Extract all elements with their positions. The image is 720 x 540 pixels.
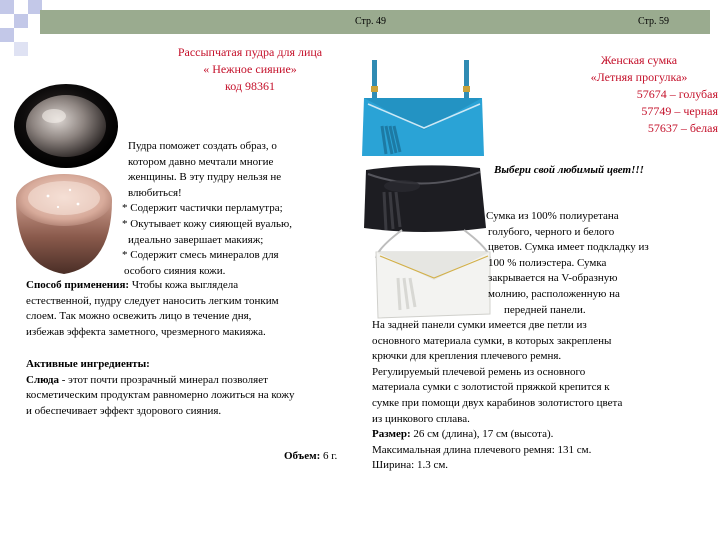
product-title <box>130 44 370 95</box>
usage-label: Способ применения: <box>26 279 130 291</box>
decor-square <box>14 42 28 56</box>
desc-line: передней панели. <box>504 303 586 316</box>
feature-line: * Содержит смесь минералов для <box>122 249 279 262</box>
size-label: Размер: <box>372 428 411 441</box>
left-page-label: Стр. 49 <box>355 16 387 27</box>
color-slogan: Выбери свой любимый цвет!!! <box>494 164 644 176</box>
product-intro <box>116 139 356 279</box>
intro-line: котором давно мечтали многие <box>128 155 274 168</box>
size-value: 26 см (длина), 17 см (высота). <box>410 428 554 441</box>
strap-width: Ширина: 1.3 см. <box>372 459 449 472</box>
mica-text: и обеспечивает эффект здорового сияния. <box>26 404 222 417</box>
desc-line: закрывается на V-образную <box>488 272 618 285</box>
bag-code: 57674 – голубая <box>636 87 718 101</box>
mica-label: Слюда <box>26 373 59 386</box>
intro-line: Пудра поможет создать образ, о <box>128 140 277 152</box>
detail-line: На задней панели сумки имеется две петли из <box>372 319 587 331</box>
powder-compact-image <box>8 78 120 300</box>
intro-line: женщины. В эту пудру нельзя не <box>128 171 282 184</box>
feature-line: особого сияния кожи. <box>124 264 226 277</box>
title-line: Женская сумка <box>600 53 678 67</box>
bag-code: 57749 – черная <box>641 104 718 118</box>
bag-details <box>372 318 716 474</box>
desc-line: 100 % полиэстера. Сумка <box>488 256 607 269</box>
bag-codes <box>560 86 718 137</box>
title-line: Рассыпчатая пудра для лица <box>177 45 323 59</box>
detail-line: из цинкового сплава. <box>372 412 470 425</box>
volume-value: 6 г. <box>320 450 338 462</box>
usage-text: естественной, пудру следует наносить легким тонким <box>26 294 279 307</box>
title-line: код 98361 <box>225 79 275 93</box>
detail-line: сумке при помощи двух карабинов золотистого цвета <box>372 396 623 409</box>
mica-text: косметическим продуктам равномерно ложиться на кожу <box>26 389 295 402</box>
intro-line: влюбиться! <box>128 186 182 199</box>
feature-line: идеально завершает макияж; <box>128 233 264 246</box>
usage-text: избежав эффекта заметного, чрезмерного макияжа. <box>26 325 266 338</box>
detail-line: крючки для крепления плечевого ремня. <box>372 350 562 363</box>
title-line: « Нежное сияние» <box>203 62 297 76</box>
bag-title <box>560 52 718 86</box>
feature-line: * Окутывает кожу сияющей вуалью, <box>122 217 292 230</box>
right-page-label: Стр. 59 <box>638 16 670 27</box>
blue-bag-image <box>362 58 492 162</box>
detail-line: материала сумки с золотистой пряжкой крепится к <box>372 381 610 394</box>
ingredients-section <box>26 357 356 419</box>
mica-text: - этот почти прозрачный минерал позволяет <box>58 373 268 386</box>
title-line: «Летняя прогулка» <box>590 70 688 84</box>
bag-description <box>484 209 716 318</box>
usage-section <box>26 278 356 340</box>
black-bag-image <box>362 164 492 236</box>
bag-code: 57637 – белая <box>647 121 718 135</box>
active-ingredients-label: Активные ингредиенты: <box>26 358 150 370</box>
decor-square <box>14 14 28 28</box>
decor-square <box>0 28 14 42</box>
detail-line: Регулируемый плечевой ремень из основного <box>372 365 586 378</box>
white-bag-image <box>372 228 494 324</box>
max-length: Максимальная длина плечевого ремня: 131 см. <box>372 443 592 456</box>
desc-line: молнию, расположенную на <box>488 287 620 300</box>
feature-line: * Содержит частички перламутра; <box>122 202 283 215</box>
desc-line: голубого, черного и белого <box>488 225 615 238</box>
usage-text: слоем. Так можно освежить лицо в течение дня, <box>26 310 252 323</box>
desc-line: цветов. Сумка имеет подкладку из <box>488 241 649 254</box>
detail-line: основного материала сумки, в которых закреплены <box>372 334 612 347</box>
desc-line: Сумка из 100% полиуретана <box>486 210 619 222</box>
volume <box>284 449 337 465</box>
volume-label: Объем: <box>284 450 321 462</box>
decor-square <box>0 0 14 14</box>
usage-text: Чтобы кожа выглядела <box>131 279 239 291</box>
